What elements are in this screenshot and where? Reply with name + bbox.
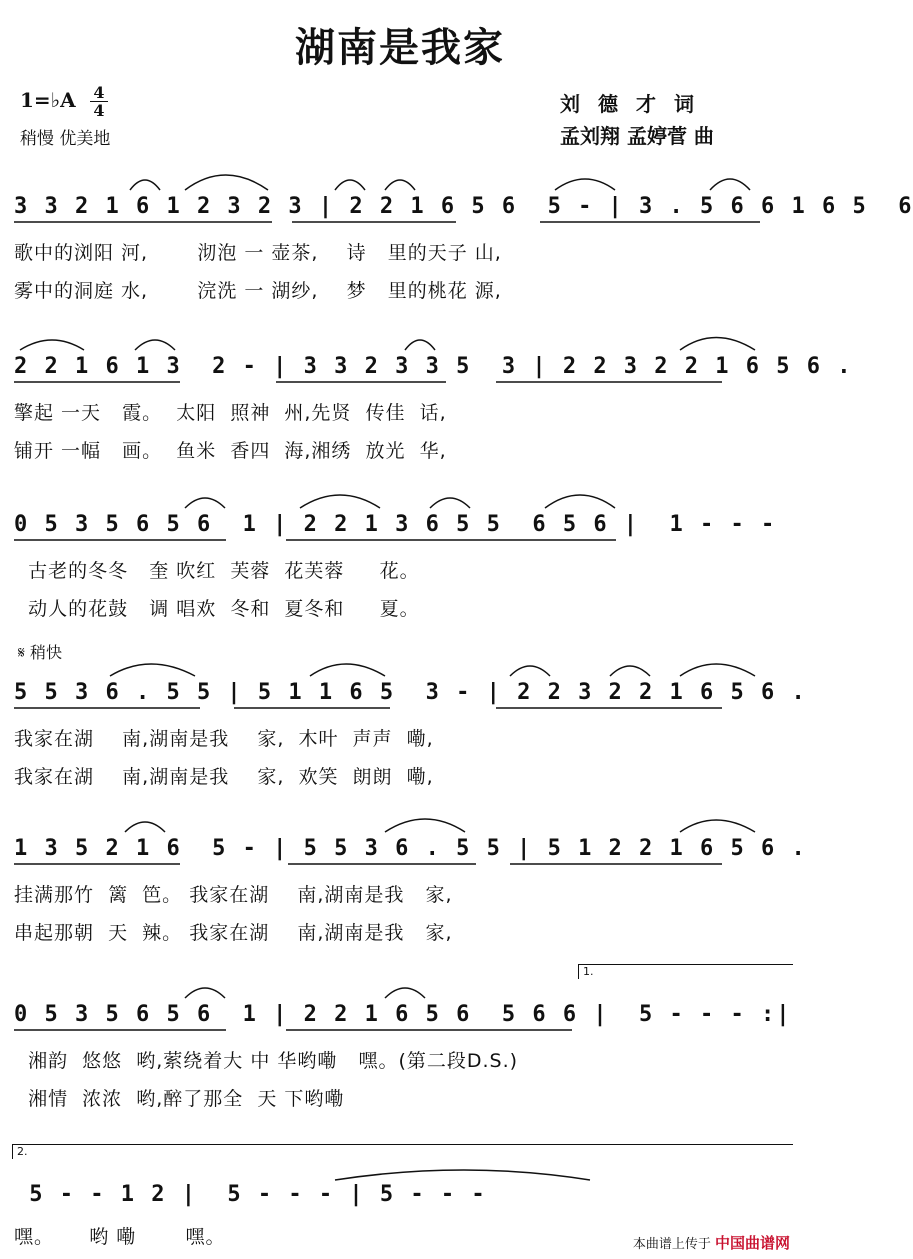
time-signature (88, 84, 110, 119)
slur (185, 498, 225, 508)
slur (680, 338, 755, 351)
slur (185, 988, 225, 998)
slur (20, 340, 84, 350)
footer-text: 本曲谱上传于 (632, 1237, 711, 1252)
beam-lines (14, 222, 760, 1030)
second-ending-bracket: 2. (12, 1144, 793, 1159)
slur (300, 495, 380, 508)
slur (385, 180, 415, 190)
lyric-verse-1: 嘿。 哟 嘞 嘿。 (14, 1226, 226, 1248)
lyric-verse-1: 歌中的浏阳 河, 沏泡 一 壶茶, 诗 里的天子 山, (14, 242, 502, 264)
segno-tempo-mark: 𝄋 稍快 (18, 643, 62, 662)
slur (680, 664, 755, 676)
slur (510, 666, 550, 676)
slur (185, 175, 268, 190)
tempo-marking: 稍慢 优美地 (20, 129, 111, 149)
lyricist: 刘德才词 (560, 92, 712, 116)
lyric-verse-1: 古老的冬冬 奎 吹红 芙蓉 花芙蓉 花。 (14, 560, 420, 582)
notes-line: 1 3 5 2 1 6 5 - | 5 5 3 6 . 5 5 | 5 1 2 2 1 6 5 6 . (14, 836, 807, 861)
score-title: 湖南是我家 (295, 25, 505, 71)
notes-line: 3 3 2 1 6 1 2 3 2 3 | 2 2 1 6 5 6 5 - | 3 . 5 6 6 1 6 5 6 (14, 194, 913, 219)
lyric-verse-1: 擎起 一天 霞。 太阳 照神 州,先贤 传佳 话, (14, 402, 447, 424)
slur (430, 498, 470, 508)
lyric-verse-2: 我家在湖 南,湖南是我 家, 欢笑 朗朗 嘞, (14, 766, 434, 788)
lyric-verse-2: 湘情 浓浓 哟,醉了那全 天 下哟嘞 (14, 1088, 345, 1110)
footer-credit (633, 1232, 790, 1253)
lyric-verse-1: 湘韵 悠悠 哟,萦绕着大 中 华哟嘞 嘿。(第二段D.S.) (14, 1050, 519, 1072)
time-denominator: 4 (93, 101, 105, 120)
key-signature: 1=♭A (20, 88, 76, 112)
slur (680, 820, 755, 832)
slur (135, 340, 175, 350)
lyric-verse-2: 动人的花鼓 调 唱欢 冬和 夏冬和 夏。 (14, 598, 420, 620)
slur (610, 666, 650, 676)
lyric-verse-2: 串起那朝 天 辣。 我家在湖 南,湖南是我 家, (14, 922, 453, 944)
first-ending-bracket: 1. (578, 964, 793, 979)
notes-line: 5 5 3 6 . 5 5 | 5 1 1 6 5 3 - | 2 2 3 2 2 1 6 5 6 . (14, 680, 807, 705)
slur (405, 340, 435, 350)
slur (335, 1170, 590, 1180)
slur (130, 180, 160, 190)
notes-line: 0 5 3 5 6 5 6 1 | 2 2 1 6 5 6 5 6 6 | 5 - - - :| (14, 1002, 792, 1027)
slur-marks (20, 175, 755, 1180)
slur (385, 819, 465, 832)
slur (555, 179, 615, 190)
notes-line: 0 5 3 5 6 5 6 1 | 2 2 1 3 6 5 5 6 5 6 | 1 - - - (14, 512, 777, 537)
slur (385, 988, 425, 998)
lyric-verse-1: 我家在湖 南,湖南是我 家, 木叶 声声 嘞, (14, 728, 434, 750)
composer: 孟刘翔 孟婷菅 曲 (560, 124, 714, 148)
site-logo[interactable]: 中国曲谱网 (714, 1234, 790, 1252)
slur (335, 180, 365, 190)
notes-line: 2 2 1 6 1 3 2 - | 3 3 2 3 3 5 3 | 2 2 3 2 2 1 6 5 6 . (14, 354, 853, 379)
time-numerator: 4 (93, 83, 105, 102)
slur (125, 822, 165, 832)
slur (110, 664, 195, 676)
slur (310, 664, 385, 676)
lyric-verse-2: 雾中的洞庭 水, 浣洗 一 湖纱, 梦 里的桃花 源, (14, 280, 502, 302)
notes-line: 5 - - 1 2 | 5 - - - | 5 - - - (14, 1182, 487, 1207)
slur (545, 495, 615, 508)
lyric-verse-1: 挂满那竹 篱 笆。 我家在湖 南,湖南是我 家, (14, 884, 453, 906)
lyric-verse-2: 铺开 一幅 画。 鱼米 香四 海,湘绣 放光 华, (14, 440, 447, 462)
slur (710, 179, 750, 190)
